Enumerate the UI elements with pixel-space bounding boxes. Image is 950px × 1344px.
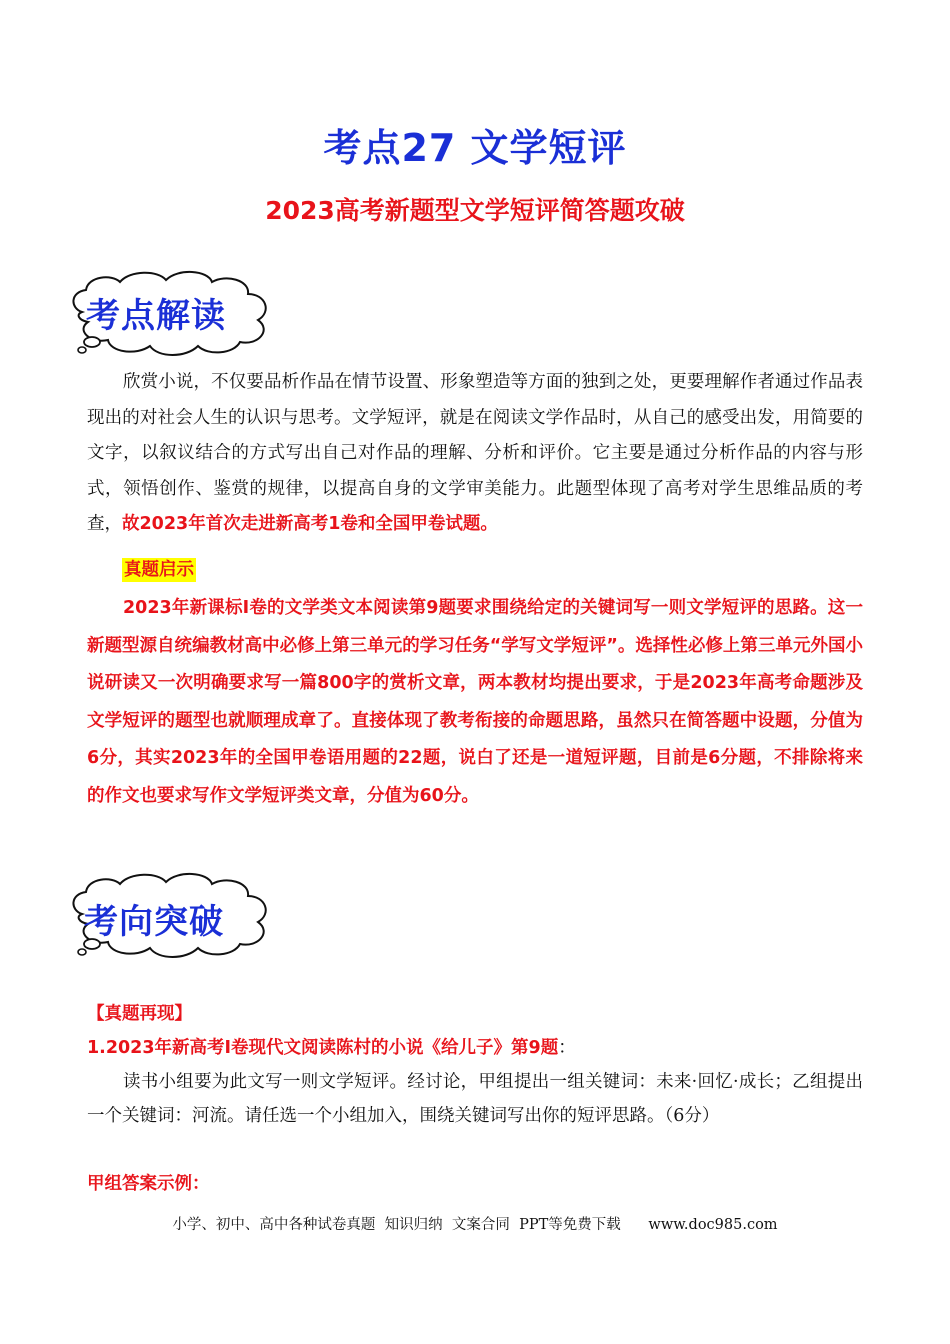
insight-label: 真题启示 (124, 560, 194, 580)
intro-text: 欣赏小说，不仅要品析作品在情节设置、形象塑造等方面的独到之处，更要理解作者通过作品表现出的对社会人生的认识与思考。文学短评，就是在阅读文学作品时，从自己的感受出发，用简要的文字，以叙议结合的方式写出自己对作品的理解、分析和评价。它主要是通过分析作品的内容与形式，领悟创作、鉴赏的规律，以提高自身的文学审美能力。此题型体现了高考对学生思维品质的考查， (87, 372, 863, 534)
real-exam-heading: 【真题再现】 (87, 1004, 192, 1024)
question-title-line (87, 1034, 576, 1059)
section-cloud-1 (62, 268, 282, 358)
page-subtitle: 2023高考新题型文学短评简答题攻破 (265, 196, 685, 225)
insight-paragraph: 2023年新课标Ⅰ卷的文学类文本阅读第9题要求围绕给定的关键词写一则文学短评的思路。这一新题型源自统编教材高中必修上第三单元的学习任务“学写文学短评”。选择性必修上第三单元外国小说研读又一次明确要求写一篇800字的赏析文章，两本教材均提出要求，于是2023年高考命题涉及文学短评的题型也就顺理成章了。直接体现了教考衔接的命题思路，虽然只在简答题中设题，分值为6分，其实2023年的全国甲卷语用题的22题，说白了还是一道短评题，目前是6分题，不排除将来的作文也要求写作文学短评类文章，分值为60分。 (87, 598, 863, 806)
question-title: 1.2023年新高考Ⅰ卷现代文阅读陈村的小说《给儿子》第9题 (87, 1038, 559, 1058)
section-label-interpretation: 考点解读 (86, 296, 226, 336)
question-colon: ： (558, 1038, 576, 1058)
question-text: 读书小组要为此文写一则文学短评。经讨论，甲组提出一组关键词：未来·回忆·成长；乙组提出一个关键词：河流。请任选一个小组加入，围绕关键词写出你的短评思路。（6分） (87, 1072, 863, 1126)
section-label-breakthrough: 考向突破 (84, 902, 224, 942)
section-cloud-2 (62, 870, 282, 960)
page-title: 考点27 文学短评 (323, 126, 627, 170)
intro-highlight: 故2023年首次走进新高考1卷和全国甲卷试题。 (122, 514, 498, 534)
page-footer: 小学、初中、高中各种试卷真题 知识归纳 文案合同 PPT等免费下载 www.doc985.com (172, 1217, 778, 1233)
intro-paragraph (87, 365, 863, 543)
answer-label: 甲组答案示例： (87, 1174, 210, 1194)
